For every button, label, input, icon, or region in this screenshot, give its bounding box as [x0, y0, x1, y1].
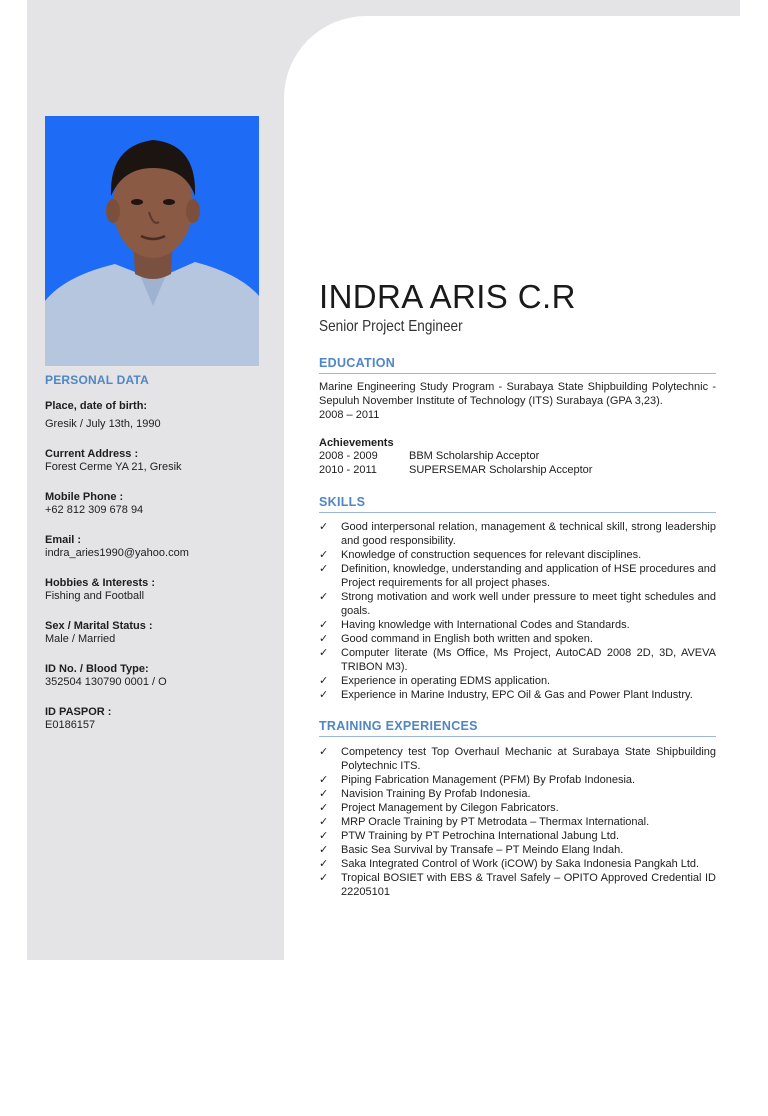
- list-item: [319, 632, 716, 646]
- achievement-text: SUPERSEMAR Scholarship Acceptor: [409, 464, 593, 476]
- skill-text: Computer literate (Ms Office, Ms Project, AutoCAD 2008 2D, 3D, AVEVA TRIBON M3).: [341, 647, 716, 673]
- training-text: Basic Sea Survival by Transafe – PT Meindo Elang Indah.: [341, 844, 624, 856]
- check-icon: ✓: [319, 872, 329, 884]
- training-text: Navision Training By Profab Indonesia.: [341, 788, 531, 800]
- check-icon: ✓: [319, 619, 329, 631]
- check-icon: ✓: [319, 746, 329, 758]
- field-value: indra_aries1990@yahoo.com: [45, 547, 189, 559]
- list-item: [319, 618, 716, 632]
- check-icon: ✓: [319, 549, 329, 561]
- field-id-blood: [45, 663, 270, 690]
- training-text: PTW Training by PT Petrochina International Jabung Ltd.: [341, 830, 620, 842]
- skills-list: [319, 520, 716, 702]
- field-passport: [45, 706, 270, 733]
- check-icon: ✓: [319, 689, 329, 701]
- list-item: [319, 857, 716, 871]
- training-text: Tropical BOSIET with EBS & Travel Safely – OPITO Approved Credential ID 22205101: [341, 872, 716, 898]
- list-item: [319, 674, 716, 688]
- field-label: Email :: [45, 533, 82, 546]
- candidate-name: INDRA ARIS C.R: [319, 278, 576, 315]
- training-text: Competency test Top Overhaul Mechanic at Surabaya State Shipbuilding Polytechnic ITS.: [341, 746, 716, 772]
- achievement-row: [319, 463, 716, 477]
- list-item: [319, 688, 716, 702]
- profile-photo: [45, 116, 259, 366]
- skill-text: Good command in English both written and spoken.: [341, 633, 593, 645]
- education-section: [319, 380, 716, 477]
- field-value: Gresik / July 13th, 1990: [45, 418, 161, 430]
- check-icon: ✓: [319, 647, 329, 659]
- training-text: Project Management by Cilegon Fabricators.: [341, 802, 559, 814]
- skill-text: Good interpersonal relation, management & technical skill, strong leadership and good responsibility.: [341, 521, 716, 547]
- check-icon: ✓: [319, 858, 329, 870]
- field-mobile: [45, 491, 270, 518]
- check-icon: ✓: [319, 591, 329, 603]
- field-label: ID PASPOR :: [45, 705, 112, 718]
- list-item: [319, 787, 716, 801]
- skill-text: Definition, knowledge, understanding and application of HSE procedures and Project requirements for all project phases.: [341, 563, 716, 589]
- list-item: [319, 843, 716, 857]
- list-item: [319, 590, 716, 618]
- field-value: Forest Cerme YA 21, Gresik: [45, 461, 182, 473]
- field-birth: [45, 400, 270, 432]
- list-item: [319, 562, 716, 590]
- field-value: E0186157: [45, 719, 96, 731]
- field-label: Place, date of birth:: [45, 399, 148, 412]
- list-item: [319, 815, 716, 829]
- training-text: Saka Integrated Control of Work (iCOW) by Saka Indonesia Pangkah Ltd.: [341, 858, 700, 870]
- field-label: ID No. / Blood Type:: [45, 662, 149, 675]
- check-icon: ✓: [319, 521, 329, 533]
- skill-text: Having knowledge with International Codes and Standards.: [341, 619, 630, 631]
- skill-text: Strong motivation and work well under pressure to meet tight schedules and goals.: [341, 591, 716, 617]
- list-item: [319, 801, 716, 815]
- list-item: [319, 745, 716, 773]
- list-item: [319, 773, 716, 787]
- field-sex-marital: [45, 620, 270, 647]
- check-icon: ✓: [319, 675, 329, 687]
- training-list: [319, 745, 716, 899]
- skills-heading: SKILLS: [319, 495, 716, 513]
- list-item: [319, 646, 716, 674]
- achievement-text: BBM Scholarship Acceptor: [409, 450, 540, 462]
- check-icon: ✓: [319, 563, 329, 575]
- check-icon: ✓: [319, 802, 329, 814]
- main-content: [319, 278, 716, 899]
- check-icon: ✓: [319, 788, 329, 800]
- check-icon: ✓: [319, 830, 329, 842]
- check-icon: ✓: [319, 844, 329, 856]
- check-icon: ✓: [319, 774, 329, 786]
- personal-data-heading: PERSONAL DATA: [45, 373, 149, 387]
- field-address: [45, 448, 270, 475]
- training-text: Piping Fabrication Management (PFM) By Profab Indonesia.: [341, 774, 636, 786]
- field-label: Hobbies & Interests :: [45, 576, 156, 589]
- job-title: Senior Project Engineer: [319, 318, 463, 335]
- training-text: MRP Oracle Training by PT Metrodata – Thermax International.: [341, 816, 650, 828]
- field-hobbies: [45, 577, 270, 604]
- list-item: [319, 548, 716, 562]
- field-value: Male / Married: [45, 633, 116, 645]
- skill-text: Experience in Marine Industry, EPC Oil & Gas and Power Plant Industry.: [341, 689, 693, 701]
- achievement-row: [319, 449, 716, 463]
- skill-text: Knowledge of construction sequences for relevant disciplines.: [341, 549, 642, 561]
- personal-data-section: [45, 374, 270, 749]
- list-item: [319, 871, 716, 899]
- check-icon: ✓: [319, 633, 329, 645]
- skill-text: Experience in operating EDMS application.: [341, 675, 551, 687]
- field-label: Current Address :: [45, 447, 139, 460]
- field-value: +62 812 309 678 94: [45, 504, 144, 516]
- field-label: Sex / Marital Status :: [45, 619, 153, 632]
- field-value: Fishing and Football: [45, 590, 145, 602]
- list-item: [319, 520, 716, 548]
- field-email: [45, 534, 270, 561]
- education-program: Marine Engineering Study Program - Surabaya State Shipbuilding Polytechnic - Sepuluh November Institute of Technology (ITS) Surabaya (GPA 3,23).: [319, 381, 716, 407]
- check-icon: ✓: [319, 816, 329, 828]
- achievement-year: 2008 - 2009: [319, 450, 378, 462]
- field-value: 352504 130790 0001 / O: [45, 676, 167, 688]
- list-item: [319, 829, 716, 843]
- education-period: 2008 – 2011: [319, 409, 380, 421]
- achievement-year: 2010 - 2011: [319, 464, 377, 476]
- education-heading: EDUCATION: [319, 356, 716, 374]
- training-heading: TRAINING EXPERIENCES: [319, 719, 716, 737]
- field-label: Mobile Phone :: [45, 490, 124, 503]
- achievements-title: Achievements: [319, 437, 394, 449]
